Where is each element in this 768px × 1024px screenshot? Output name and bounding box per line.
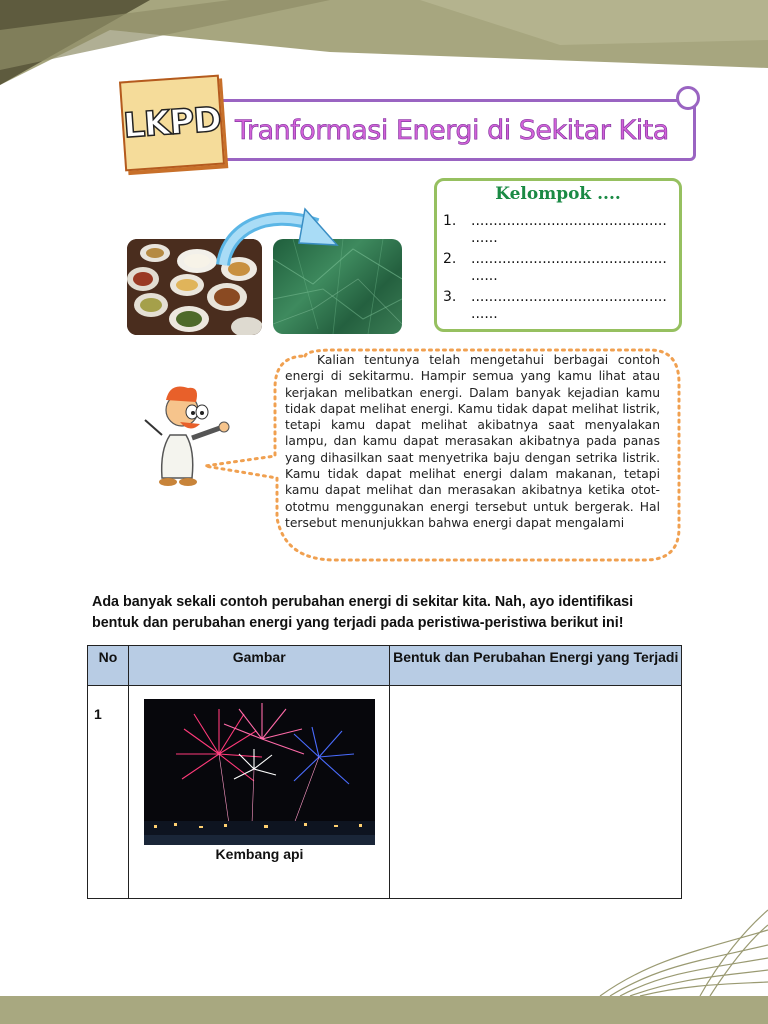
member-number: 1. — [443, 213, 457, 229]
group-member-3[interactable] — [443, 289, 667, 322]
instruction-text: Ada banyak sekali contoh perubahan energi di sekitar kita. Nah, ayo identifikasi bentuk dan perubahan energi yang terjadi pada peristiwa-peristiwa berikut ini! — [92, 594, 634, 631]
member-number: 3. — [443, 289, 457, 305]
title-banner — [212, 99, 696, 161]
banner-curl — [676, 86, 700, 110]
top-decoration — [0, 0, 768, 90]
col-header-gambar: Gambar — [128, 646, 390, 686]
member-blank-cont: ...... — [471, 230, 498, 246]
member-blank-cont: ...... — [471, 306, 498, 322]
scientist-character-icon — [140, 380, 240, 490]
table-header-row — [88, 646, 682, 686]
fireworks-caption: Kembang api — [215, 846, 304, 862]
group-title: Kelompok .... — [495, 184, 621, 204]
group-box — [434, 178, 682, 332]
intro-paragraph: Kalian tentunya telah mengetahui berbagai contoh energi di sekitarmu. Hampir semua yang kamu lihat atau kerjakan melibatkan energi. Dalam banyak kejadian kamu tidak dapat melihat energi. Kamu tidak dapat melihat listrik, tetapi kamu dapat melihat akibatnya saat menyalakan lampu, dan kamu dapat merasakan akibatnya pada panas yang dihasilkan saat menyetrika baju dengan setrika listrik. Kamu tidak dapat melihat energi dalam makanan, tetapi kamu dapat melihat dan merasakan akibatnya ketika otot-ototmu menggunakan energi tersebut untuk bergerak. Hal tersebut menunjukkan bahwa energi dapat mengalami — [285, 353, 660, 530]
col-header-energy: Bentuk dan Perubahan Energi yang Terjadi — [390, 646, 682, 686]
member-blank: ............................................ — [471, 213, 667, 229]
row-number: 1 — [88, 686, 129, 899]
lkpd-badge — [119, 75, 225, 172]
fireworks-image — [144, 699, 375, 845]
lkpd-label: LKPD — [122, 99, 222, 147]
curved-arrow-icon — [205, 205, 345, 275]
member-blank: ............................................ — [471, 289, 667, 305]
member-blank-cont: ...... — [471, 268, 498, 284]
bottom-decoration — [0, 900, 768, 1024]
page-title: Tranformasi Energi di Sekitar Kita — [235, 114, 669, 146]
member-number: 2. — [443, 251, 457, 267]
group-member-1[interactable] — [443, 213, 667, 246]
col-header-no: No — [88, 646, 129, 686]
group-member-2[interactable] — [443, 251, 667, 284]
answer-cell[interactable] — [390, 686, 682, 899]
member-blank: ............................................ — [471, 251, 667, 267]
